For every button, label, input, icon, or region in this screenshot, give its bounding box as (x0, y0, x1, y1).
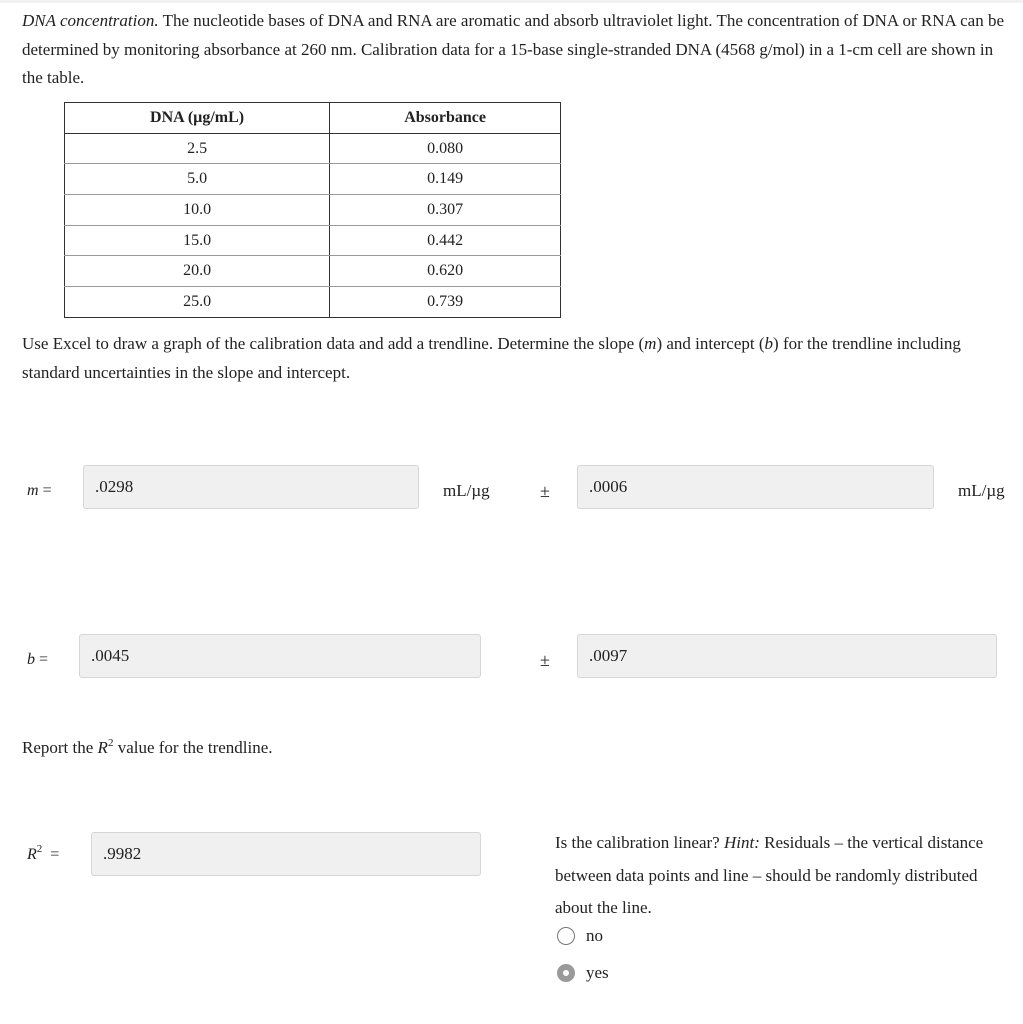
instructions-paragraph (22, 330, 1012, 387)
absorbance-cell: 0.442 (330, 225, 561, 256)
slope-unit: mL/µg (443, 481, 490, 500)
intercept-uncertainty-input[interactable]: .0097 (577, 634, 997, 678)
absorbance-cell: 0.739 (330, 287, 561, 318)
slope-uncertainty-unit: mL/µg (958, 481, 1005, 500)
r2-prompt-superscript: 2 (107, 737, 114, 749)
absorbance-cell: 0.149 (330, 164, 561, 195)
radio-no[interactable] (557, 927, 575, 945)
linearity-question-text-2: Residuals – the vertical distance between data points and line – should be randomly distributed about the line. (555, 833, 984, 917)
intro-title: DNA concentration. (22, 11, 159, 30)
intercept-label (27, 651, 48, 669)
intercept-input[interactable]: .0045 (79, 634, 481, 678)
dna-cell: 2.5 (65, 133, 330, 164)
table-header-row (65, 103, 561, 134)
radio-no-label: no (586, 926, 603, 945)
r2-prompt-symbol: R (97, 738, 108, 757)
intercept-symbol: b (27, 651, 35, 668)
intercept-equals: = (39, 651, 49, 668)
dna-cell: 10.0 (65, 195, 330, 226)
instructions-text-2: ) and intercept ( (656, 334, 765, 353)
column-header-absorbance: Absorbance (330, 103, 561, 134)
table-row (65, 164, 561, 195)
dna-cell: 20.0 (65, 256, 330, 287)
table-row (65, 133, 561, 164)
slope-input[interactable]: .0298 (83, 465, 419, 509)
r2-prompt (22, 734, 522, 763)
instructions-text-3: ) for the trendline including standard uncertainties in the slope and intercept. (22, 334, 961, 382)
absorbance-cell: 0.307 (330, 195, 561, 226)
intercept-plus-minus: ± (540, 650, 550, 670)
linearity-question (555, 827, 995, 925)
radio-option-yes[interactable] (557, 961, 609, 985)
slope-equals: = (42, 482, 52, 499)
table-row (65, 287, 561, 318)
r2-label (27, 843, 60, 864)
dna-cell: 15.0 (65, 225, 330, 256)
absorbance-cell: 0.080 (330, 133, 561, 164)
instructions-m-symbol: m (644, 334, 657, 353)
calibration-table (64, 102, 561, 318)
r2-equals: = (50, 846, 60, 863)
table-row (65, 225, 561, 256)
table-row (65, 195, 561, 226)
r2-symbol: R (27, 846, 37, 863)
slope-symbol: m (27, 482, 39, 499)
absorbance-cell: 0.620 (330, 256, 561, 287)
dna-cell: 25.0 (65, 287, 330, 318)
slope-uncertainty-input[interactable]: .0006 (577, 465, 934, 509)
instructions-b-symbol: b (764, 334, 774, 353)
table-row (65, 256, 561, 287)
dna-cell: 5.0 (65, 164, 330, 195)
r2-input[interactable]: .9982 (91, 832, 481, 876)
top-divider (0, 0, 1023, 3)
instructions-text-1: Use Excel to draw a graph of the calibration data and add a trendline. Determine the slope ( (22, 334, 645, 353)
r2-superscript: 2 (36, 843, 43, 855)
r2-prompt-text-1: Report the (22, 738, 98, 757)
hint-label: Hint: (723, 833, 760, 852)
column-header-dna: DNA (µg/mL) (65, 103, 330, 134)
slope-label (27, 482, 52, 500)
linearity-question-text-1: Is the calibration linear? (555, 833, 724, 852)
radio-yes-label: yes (586, 963, 609, 982)
intro-text: The nucleotide bases of DNA and RNA are aromatic and absorb ultraviolet light. The concentration of DNA or RNA can be determined by monitoring absorbance at 260 nm. Calibration data for a 15-base single-stranded DNA (4568 g/mol) in a 1-cm cell are shown in the table. (22, 11, 1004, 87)
slope-plus-minus: ± (540, 481, 550, 501)
r2-prompt-text-2: value for the trendline. (113, 738, 273, 757)
radio-option-no[interactable] (557, 924, 603, 948)
intro-paragraph (22, 7, 1012, 93)
radio-yes[interactable] (557, 964, 575, 982)
